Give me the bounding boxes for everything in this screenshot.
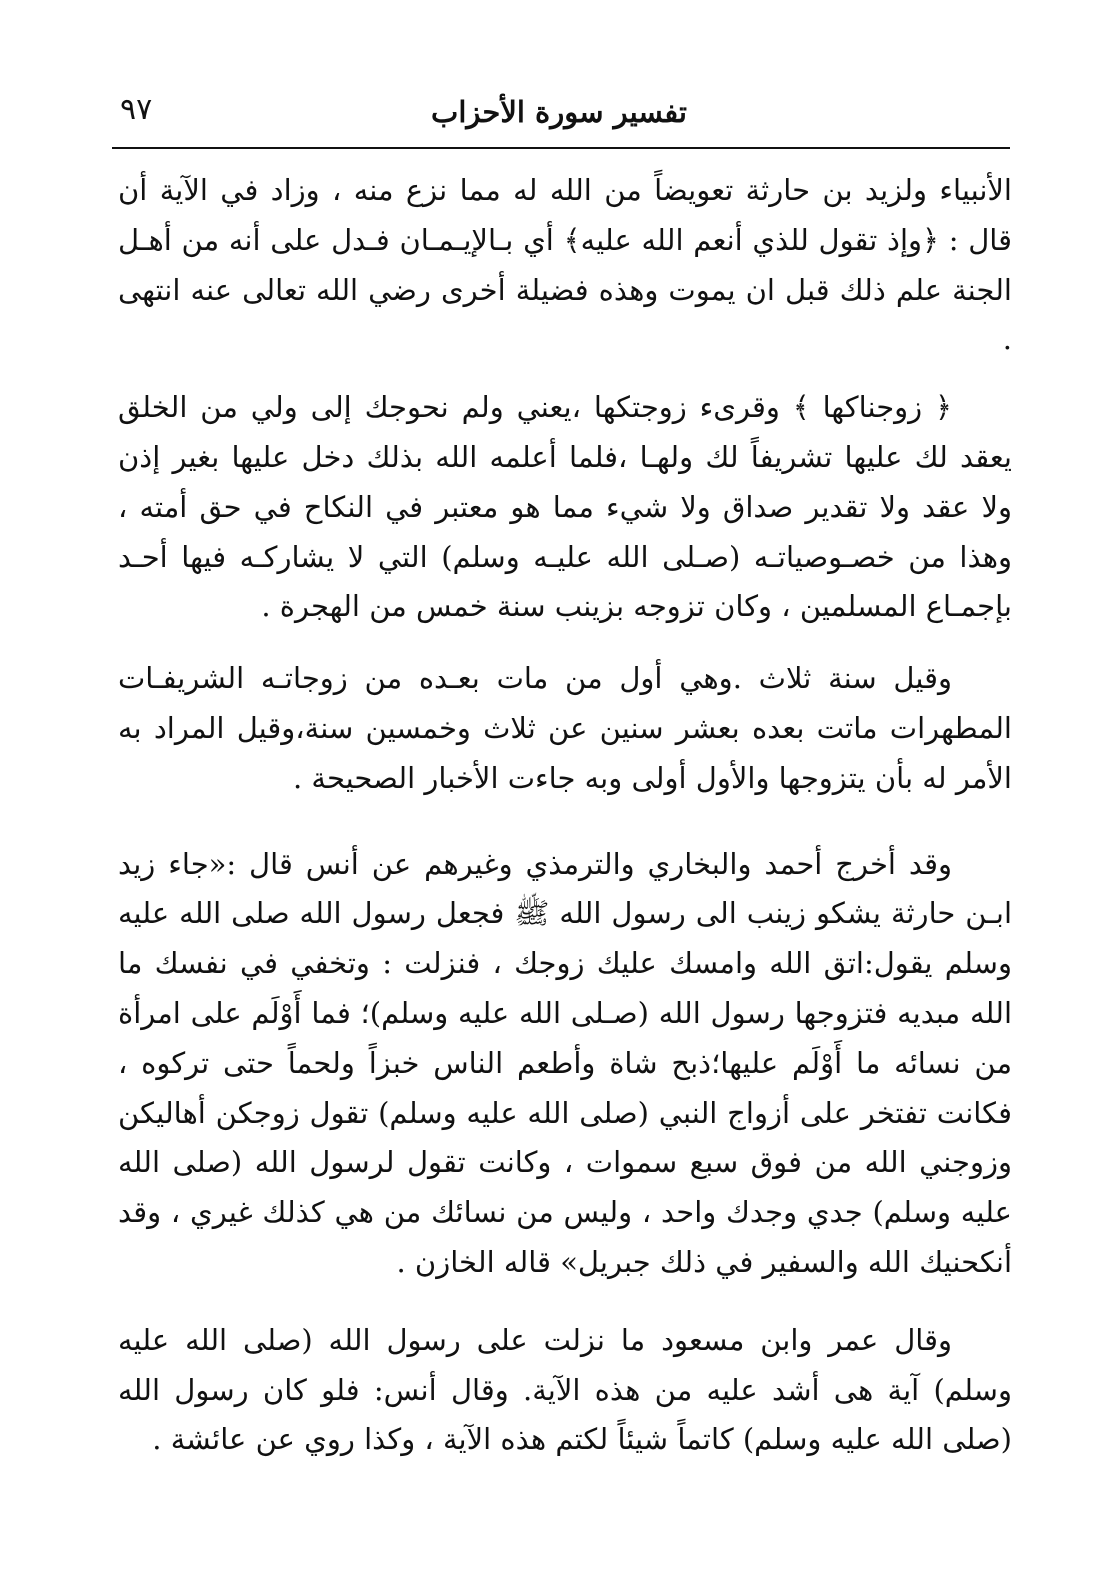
paragraph-3: وقيل سنة ثلاث .وهي أول من مات بعـده من زوجاتـه الشريفـات المطهرات ماتت بعده بعشر سنين عن ثلاث وخمسين سنة،وقيل المراد به الأمر له بأن يتزوجها والأول أولى وبه جاءت الأخبار الصحيحة .	[118, 661, 1012, 795]
paragraph-1: الأنبياء ولزيد بن حارثة تعويضاً من الله له مما نزع منه ، وزاد في الآية أن قال : ﴿وإذ تقول للذي أنعم الله عليه﴾ أي بـالإيـمـان فـدل على أنه من أهـل الجنة علم ذلك قبل ان يموت وهذه فضيلة أخرى رضي الله تعالى عنه انتهى .	[118, 173, 1012, 357]
body-text	[118, 166, 1012, 1465]
page-number: ٩٧	[120, 92, 153, 127]
paragraph-5: وقال عمر وابن مسعود ما نزلت على رسول الله (صلى الله عليه وسلم) آية هى أشد عليه من هذه الآية. وقال أنس: فلو كان رسول الله (صلى الله عليه وسلم) كاتماً شيئاً لكتم هذه الآية ، وكذا روي عن عائشة .	[118, 1322, 1012, 1457]
running-title: تفسير سورة الأحزاب	[431, 95, 687, 129]
paragraph-4: وقد أخرج أحمد والبخاري والترمذي وغيرهم عن أنس قال :«جاء زيد ابـن حارثة يشكو زينب الى رسول الله ﷺ فجعل رسول الله صلى الله عليه وسلم يقول:اتق الله وامسك عليك زوجك ، فنزلت : وتخفي في نفسك ما الله مبديه فتزوجها رسول الله (صـلى الله عليه وسلم)؛ فما أَوْلَم على امرأة من نسائه ما أَوْلَم عليها؛ذبح شاة وأطعم الناس خبزاً ولحماً حتى تركوه ، فكانت تفتخر على أزواج النبي (صلى الله عليه وسلم) تقول زوجكن أهاليكن وزوجني الله من فوق سبع سموات ، وكانت تقول لرسول الله (صلى الله عليه وسلم) جدي وجدك واحد ، وليس من نسائك من هي كذلك غيري ، وقد أنكحنيك الله والسفير في ذلك جبريل» قاله الخازن .	[118, 846, 1012, 1279]
header-rule	[112, 147, 1010, 149]
paragraph-2: ﴿ زوجناكها ﴾ وقرىء زوجتكها ،يعني ولم نحوجك إلى ولي من الخلق يعقد لك عليها تشريفاً لك ولهـا ،فلما أعلمه الله بذلك دخل عليها بغير إذن ولا عقد ولا تقدير صداق ولا شيء مما هو معتبر في النكاح في حق أمته ، وهذا من خصـوصياتـه (صـلى الله عليـه وسلم) التي لا يشاركـه فيها أحـد بإجمـاع المسلمين ، وكان تزوجه بزينب سنة خمس من الهجرة .	[118, 390, 1012, 624]
page-header	[112, 88, 1006, 140]
